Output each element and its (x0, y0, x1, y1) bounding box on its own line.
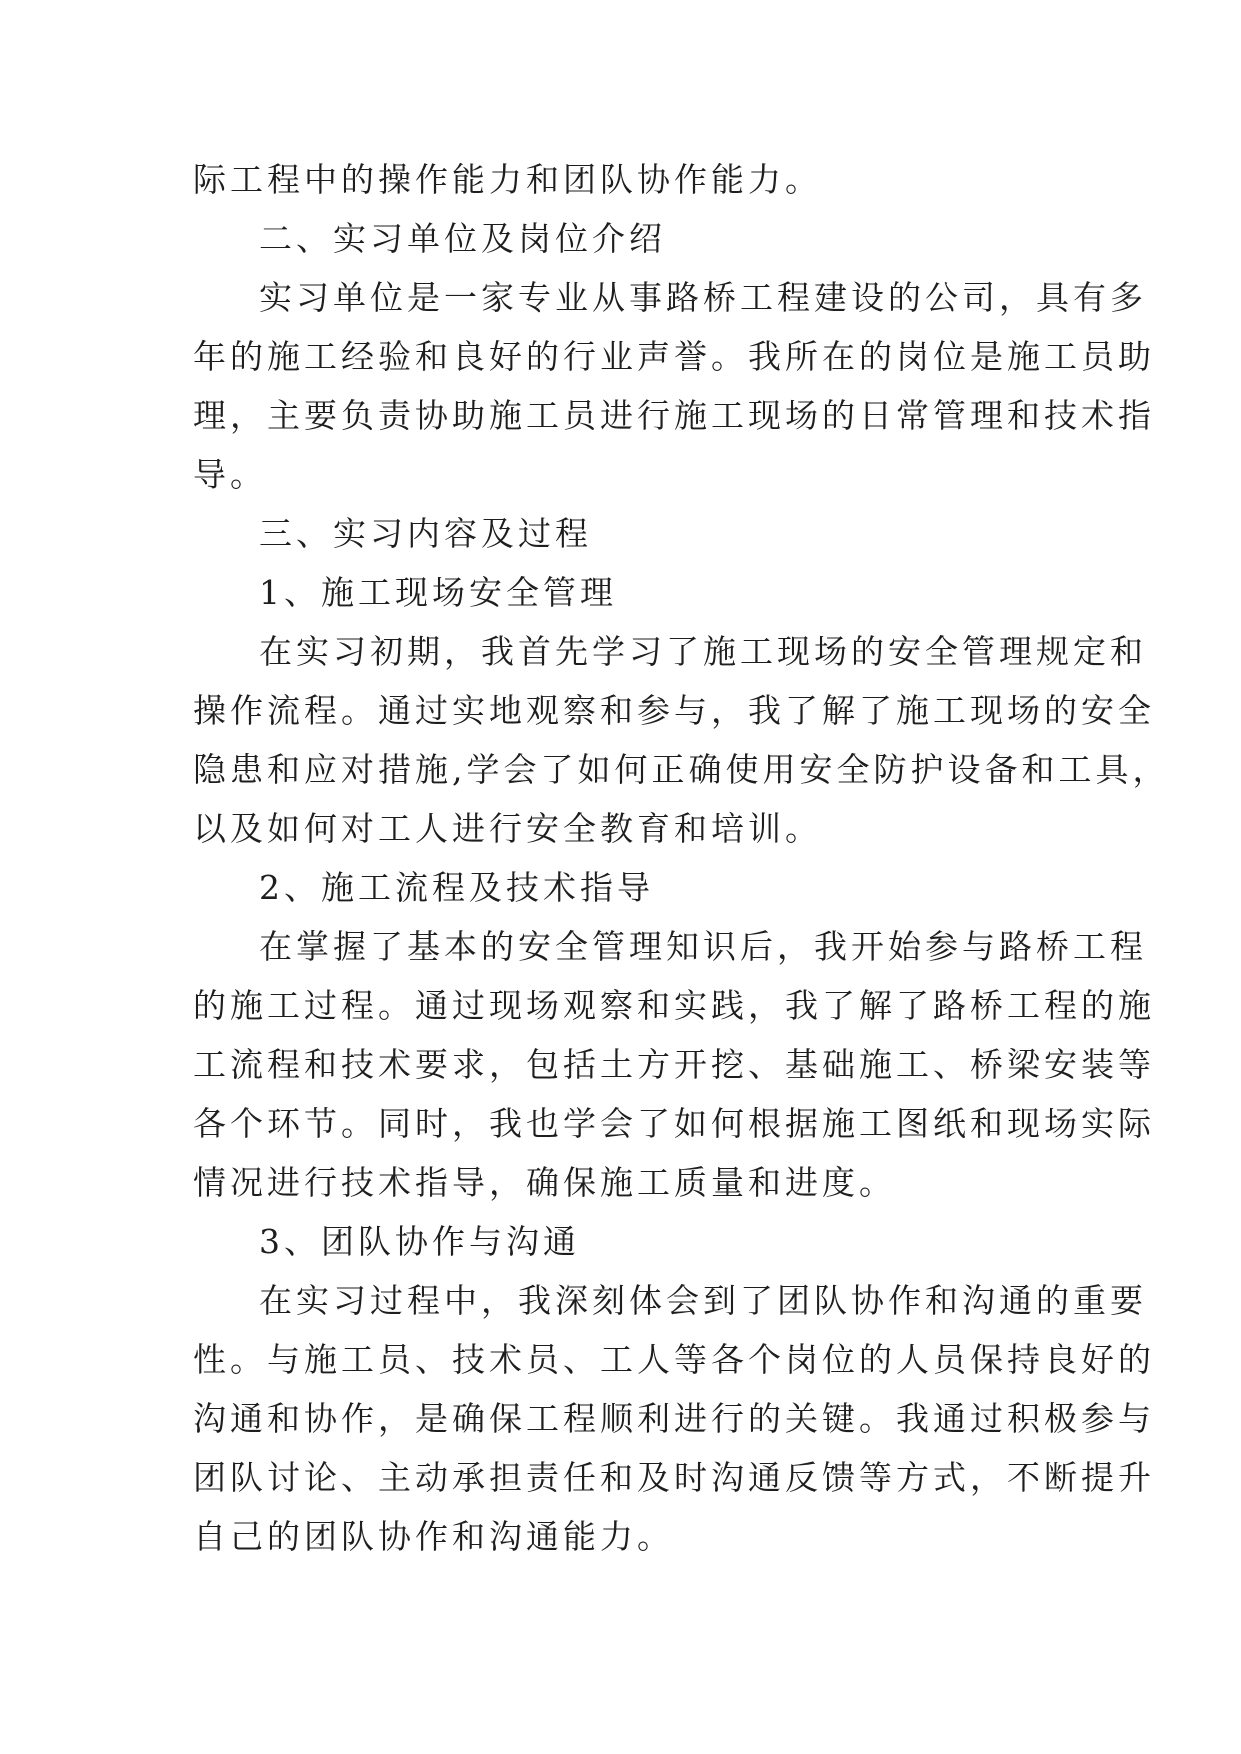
paragraph-line: 工流程和技术要求，包括土方开挖、基础施工、桥梁安装等 (193, 1045, 1155, 1084)
paragraph-line: 操作流程。通过实地观察和参与，我了解了施工现场的安全 (193, 691, 1155, 730)
paragraph-line: 实习单位是一家专业从事路桥工程建设的公司，具有多 (259, 278, 1147, 317)
subsection-heading: 1、施工现场安全管理 (259, 573, 617, 612)
paragraph-line: 情况进行技术指导，确保施工质量和进度。 (193, 1163, 896, 1202)
paragraph-line: 自己的团队协作和沟通能力。 (193, 1517, 674, 1556)
section-heading: 二、实习单位及岗位介绍 (259, 219, 666, 258)
paragraph-line: 在实习过程中，我深刻体会到了团队协作和沟通的重要 (259, 1281, 1147, 1320)
document-body (193, 150, 1170, 1566)
subsection-heading: 2、施工流程及技术指导 (259, 868, 654, 907)
paragraph-line: 以及如何对工人进行安全教育和培训。 (193, 809, 822, 848)
paragraph-line: 性。与施工员、技术员、工人等各个岗位的人员保持良好的 (193, 1340, 1155, 1379)
subsection-heading: 3、团队协作与沟通 (259, 1222, 580, 1261)
paragraph-line: 年的施工经验和良好的行业声誉。我所在的岗位是施工员助 (193, 337, 1155, 376)
paragraph-line: 在掌握了基本的安全管理知识后，我开始参与路桥工程 (259, 927, 1147, 966)
paragraph-line: 沟通和协作，是确保工程顺利进行的关键。我通过积极参与 (193, 1399, 1155, 1438)
paragraph-line: 际工程中的操作能力和团队协作能力。 (193, 160, 822, 199)
paragraph-line: 导。 (193, 455, 267, 494)
paragraph-line: 团队讨论、主动承担责任和及时沟通反馈等方式，不断提升 (193, 1458, 1155, 1497)
paragraph-line: 隐患和应对措施,学会了如何正确使用安全防护设备和工具， (193, 750, 1170, 789)
paragraph-line: 的施工过程。通过现场观察和实践，我了解了路桥工程的施 (193, 986, 1155, 1025)
paragraph-line: 各个环节。同时，我也学会了如何根据施工图纸和现场实际 (193, 1104, 1155, 1143)
paragraph-line: 理，主要负责协助施工员进行施工现场的日常管理和技术指 (193, 396, 1155, 435)
paragraph-line: 在实习初期，我首先学习了施工现场的安全管理规定和 (259, 632, 1147, 671)
section-heading: 三、实习内容及过程 (259, 514, 592, 553)
